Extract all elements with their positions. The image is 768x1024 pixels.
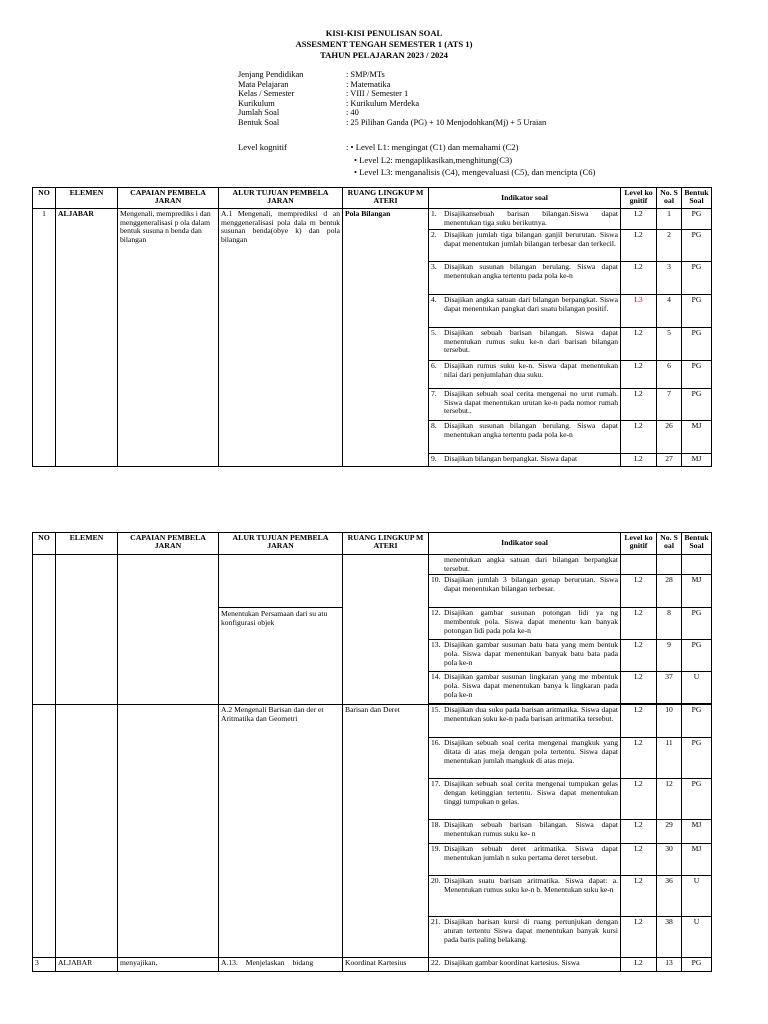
table-row: 7. Disajikan sebuah soal cerita mengenai no urut rumah. Siswa dapat menentukan urutan ke-n pada nomor rumah tersebut.. L2 7 PG [33, 389, 712, 421]
indicator-cell: 21. Disajikan barisan kursi di ruang pertunjukan dengan aturan tertentu Siswa dapat menentukan banyak kursi pada baris paling belakang. [429, 917, 621, 958]
indicator-cell: 1. Disajikansebuah barisan bilangan.Siswa dapat menentukan tiga suku berikutnya. [429, 209, 621, 230]
table-row: 10. Disajikan jumlah 3 bilangan genap berurutan. Siswa dapat menentukan bilangan terbesar. L2 28 MJ [33, 575, 712, 608]
document-page-2 [0, 530, 768, 1010]
row-ruang: Barisan dan Deret [343, 705, 429, 958]
table-row: 4. Disajikan angka satuan dari bilangan berpangkat. Siswa dapat menentukan pangkat dari suatu bilangan positif. L3 4 PG [33, 295, 712, 328]
table-row: Menentukan Persamaan dari su atu konfigurasi objek 12. Disajikan gambar susunan potongan lidi ya ng membentuk pola. Siswa dapat menentu kan banyak potongan lidi pada pola ke-n L2 8 PG [33, 608, 712, 640]
grid-table-page-1 [32, 187, 712, 467]
table-row: A.2 Mengenali Barisan dan der et Aritmatika dan Geometri Barisan dan Deret 15. Disajikan dua suku pada barisan aritmatika. Siswa dapat menentukan suku ke-n pada barisan aritmatika tersebut. L2 10 PG [33, 705, 712, 738]
indicator-cell: 16. Disajikan sebuah soal cerita mengenai mangkuk yang ditata di atas meja dengan pola tertentu. Siswa dapat menentukan jumlah mangkuk di atas meja. [429, 738, 621, 779]
table-row: 17. Disajikan sebuah soal cerita mengenai tumpukan gelas dengan ketinggian tertentu. Siswa dapat menentukan tinggi tumpukan n gelas. L2 12 PG [33, 779, 712, 820]
col-bentuk: Bentuk Soal [682, 188, 712, 209]
col-no: NO [33, 188, 56, 209]
indicator-cell: 10. Disajikan jumlah 3 bilangan genap berurutan. Siswa dapat menentukan bilangan terbesar. [429, 575, 621, 608]
indicator-cell: menentukan angka satuan dari bilangan berpangkat tersebut. [429, 555, 621, 575]
cognitive-l3: • Level L3: menganalisis (C4), mengevaluasi (C5), dan mencipta (C6) [354, 167, 596, 177]
col-elemen: ELEMEN [56, 188, 118, 209]
indicator-cell: 3. Disajikan susunan bilangan berulang. Siswa dapat menentukan angka tertentu pada pola ke-n [429, 262, 621, 295]
indicator-cell: 2. Disajikan jumlah tiga bilangan ganjil berurutan. Siswa dapat menentukan jumlah bilangan terbesar dan terkecil. [429, 230, 621, 262]
indicator-cell: 14. Disajikan gambar susunan lingkaran yang me mbentuk pola. Siswa dapat menentukan banya k lingkaran pada pola ke-n [429, 672, 621, 704]
indicator-cell: 7. Disajikan sebuah soal cerita mengenai no urut rumah. Siswa dapat menentukan urutan ke-n pada nomor rumah tersebut.. [429, 389, 621, 421]
row-elemen: ALJABAR [56, 958, 118, 972]
row-alur: A.2 Mengenali Barisan dan der et Aritmatika dan Geometri [219, 705, 343, 958]
grid-table-page-2 [32, 532, 712, 972]
table-row: 3. Disajikan susunan bilangan berulang. Siswa dapat menentukan angka tertentu pada pola ke-n L2 3 PG [33, 262, 712, 295]
col-indikator: Indikator soal [429, 188, 621, 209]
header-row [33, 188, 712, 209]
row-elemen: ALJABAR [56, 209, 118, 467]
table-row: 13. Disajikan gambar susunan batu bata yang mem bentuk pola. Siswa dapat menentukan banyak batu bata pada pola ke-n L2 9 PG [33, 640, 712, 672]
indicator-cell: 20. Disajikan suatu barisan aritmatika. Siswa dapat: a. Menentukan rumus suku ke-n b. Menentukan suku ke-n [429, 876, 621, 917]
header-row: NO ELEMEN CAPAIAN PEMBELA JARAN ALUR TUJUAN PEMBELA JARAN RUANG LINGKUP M ATERI Indikator soal Level ko gnitif No. S oal Bentuk Soal [33, 533, 712, 555]
table-row: 2. Disajikan jumlah tiga bilangan ganjil berurutan. Siswa dapat menentukan jumlah bilangan terbesar dan terkecil. L2 2 PG [33, 230, 712, 262]
meta-block [238, 70, 546, 128]
row-alur: A.1 Mengenali, memprediksi d an menggeneralisasi pola dala m bentuk susunan benda(obye k) dan pola bilangan [219, 209, 343, 467]
col-ruang: RUANG LINGKUP M ATERI [343, 188, 429, 209]
table-row: 5. Disajikan sebuah barisan bilangan. Siswa dapat menentukan rumus suku ke-n dari barisan bilangan tersebut. L2 5 PG [33, 328, 712, 361]
indicator-cell: 13. Disajikan gambar susunan batu bata yang mem bentuk pola. Siswa dapat menentukan banyak batu bata pada pola ke-n [429, 640, 621, 672]
cognitive-l2: • Level L2: mengaplikasikan,menghitung(C3) [354, 154, 513, 165]
table-row: 20. Disajikan suatu barisan aritmatika. Siswa dapat: a. Menentukan rumus suku ke-n b. Menentukan suku ke-n L2 36 U [33, 876, 712, 917]
table-row: 8. Disajikan susunan bilangan berulang. Siswa dapat menentukan angka tertentu pada pola ke-n L2 26 MJ [33, 421, 712, 454]
indicator-cell: 17. Disajikan sebuah soal cerita mengenai tumpukan gelas dengan ketinggian tertentu. Siswa dapat menentukan tinggi tumpukan n gelas. [429, 779, 621, 820]
row-alur: A.13. Menjelaskan bidang [219, 958, 343, 972]
meta-row: Mata Pelajaran : Matematika [238, 79, 391, 89]
row-alur: Menentukan Persamaan dari su atu konfigurasi objek [219, 608, 343, 705]
row-ruang: Koordinat Kartesius [343, 958, 429, 972]
table-row: 6. Disajikan rumus suku ke-n. Siswa dapat menentukan nilai dari penjumlahan dua suku. L2 6 PG [33, 361, 712, 389]
indicator-cell: 19. Disajikan sebuah deret aritmatika. Siswa dapat menentukan jumlah n suku pertama deret tersebut. [429, 844, 621, 876]
table-row: 9. Disajikan bilangan berpangkat. Siswa dapat L2 27 MJ [33, 454, 712, 467]
indicator-cell: 8. Disajikan susunan bilangan berulang. Siswa dapat menentukan angka tertentu pada pola ke-n [429, 421, 621, 454]
table-row: 19. Disajikan sebuah deret aritmatika. Siswa dapat menentukan jumlah n suku pertama deret tersebut. L2 30 MJ [33, 844, 712, 876]
indicator-cell: 5. Disajikan sebuah barisan bilangan. Siswa dapat menentukan rumus suku ke-n dari barisan bilangan tersebut. [429, 328, 621, 361]
cognitive-label: Level kognitif [238, 142, 287, 152]
table-row: 16. Disajikan sebuah soal cerita mengenai mangkuk yang ditata di atas meja dengan pola tertentu. Siswa dapat menentukan jumlah mangkuk di atas meja. L2 11 PG [33, 738, 712, 779]
table-row: 3 ALJABAR menyajikan, A.13. Menjelaskan bidang Koordinat Kartesius 22. Disajikan gambar koordinat kartesius. Siswa L2 13 PG [33, 958, 712, 972]
indicator-cell: 15. Disajikan dua suku pada barisan aritmatika. Siswa dapat menentukan suku ke-n pada barisan aritmatika tersebut. [429, 705, 621, 738]
indicator-cell: 18. Disajikan sebuah barisan bilangan. Siswa dapat menentukan rumus suku ke- n [429, 820, 621, 844]
row-no: 1 [33, 209, 56, 467]
col-alur: ALUR TUJUAN PEMBELA JARAN [219, 188, 343, 209]
col-capaian: CAPAIAN PEMBELA JARAN [118, 188, 219, 209]
document-page-1 [0, 0, 768, 480]
doc-year: TAHUN PELAJARAN 2023 / 2024 [320, 50, 448, 60]
table-row: 1 ALJABAR Mengenali, memprediks i dan menggeneralisasi p ola dalam bentuk susuna n benda dan bilangan A.1 Mengenali, memprediksi d an menggeneralisasi pola dala m bentuk susunan benda(obye k) dan pola bilangan Pola Bilangan 1. Disajikansebuah barisan bilangan.Siswa dapat menentukan tiga suku berikutnya. L2 1 PG [33, 209, 712, 230]
indicator-cell: 9. Disajikan bilangan berpangkat. Siswa dapat [429, 454, 621, 467]
indicator-cell: 12. Disajikan gambar susunan potongan lidi ya ng membentuk pola. Siswa dapat menentu kan banyak potongan lidi pada pola ke-n [429, 608, 621, 640]
indicator-cell: 4. Disajikan angka satuan dari bilangan berpangkat. Siswa dapat menentukan pangkat dari suatu bilangan positif. [429, 295, 621, 328]
table-row: 18. Disajikan sebuah barisan bilangan. Siswa dapat menentukan rumus suku ke- n L2 29 MJ [33, 820, 712, 844]
table-row [33, 555, 712, 575]
meta-row: Kurikulum : Kurikulum Merdeka [238, 98, 420, 108]
cognitive-l1: : • Level L1: mengingat (C1) dan memahami (C2) [346, 142, 519, 152]
row-ruang: Pola Bilangan [343, 209, 429, 467]
table-row: 21. Disajikan barisan kursi di ruang pertunjukan dengan aturan tertentu Siswa dapat menentukan banyak kursi pada baris paling belakang. L2 38 U [33, 917, 712, 958]
row-no: 3 [33, 958, 56, 972]
table-row: 14. Disajikan gambar susunan lingkaran yang me mbentuk pola. Siswa dapat menentukan banya k lingkaran pada pola ke-n L2 37 U [33, 672, 712, 704]
doc-title: KISI-KISI PENULISAN SOAL [325, 28, 443, 38]
cognitive-levels [238, 141, 595, 179]
meta-row: Jenjang Pendidikan : SMP/MTs [238, 70, 385, 79]
indicator-cell: 22. Disajikan gambar koordinat kartesius. Siswa [429, 958, 621, 972]
col-nosoal: No. S oal [657, 188, 682, 209]
row-capaian: menyajikan, [118, 958, 219, 972]
level-highlight: L3 [621, 295, 657, 328]
indicator-cell: 6. Disajikan rumus suku ke-n. Siswa dapat menentukan nilai dari penjumlahan dua suku. [429, 361, 621, 389]
col-level: Level ko gnitif [621, 188, 657, 209]
meta-row: Kelas / Semester : VIII / Semester 1 [238, 89, 409, 99]
meta-row: Jumlah Soal : 40 [238, 108, 359, 118]
doc-subtitle: ASSESMENT TENGAH SEMESTER 1 (ATS 1) [295, 39, 473, 49]
row-capaian: Mengenali, memprediks i dan menggeneralisasi p ola dalam bentuk susuna n benda dan bilangan [118, 209, 219, 467]
meta-row: Bentuk Soal : 25 Pilihan Ganda (PG) + 10 Menjodohkan(Mj) + 5 Uraian [238, 117, 547, 127]
